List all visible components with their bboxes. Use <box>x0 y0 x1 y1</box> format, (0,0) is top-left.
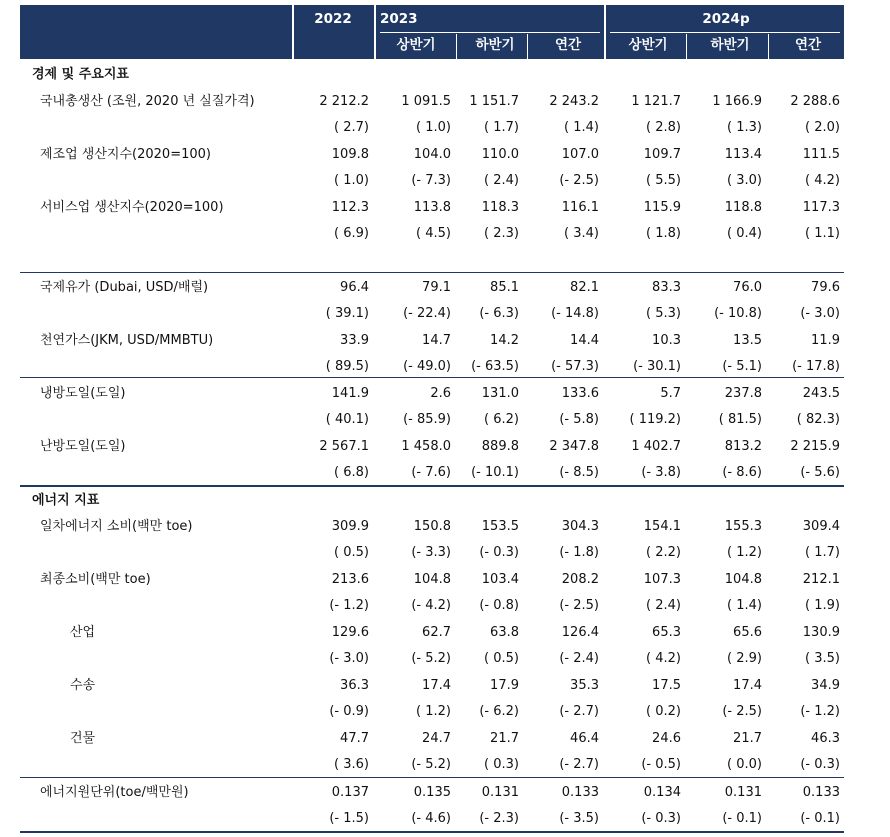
change-cell: (- 0.3) <box>800 757 840 772</box>
table-row <box>20 195 844 221</box>
value-cell: 107.3 <box>643 572 681 587</box>
value-cell: 212.1 <box>802 572 840 587</box>
table-row <box>20 328 844 354</box>
change-cell: ( 2.0) <box>805 120 840 135</box>
subheader-2024-h1: 상반기 <box>628 37 668 53</box>
value-cell: 208.2 <box>561 572 599 587</box>
header-divider <box>374 5 376 59</box>
change-cell: (- 6.3) <box>479 306 519 321</box>
change-cell: (- 1.2) <box>800 704 840 719</box>
table-row <box>20 673 844 699</box>
change-cell: (- 4.6) <box>411 811 451 826</box>
section-title: 경제 및 주요지표 <box>32 67 129 82</box>
change-cell: (- 2.4) <box>559 651 599 666</box>
value-cell: 237.8 <box>724 386 762 401</box>
change-cell: ( 1.0) <box>334 173 369 188</box>
value-cell: 2 288.6 <box>790 94 840 109</box>
value-cell: 14.7 <box>422 333 451 348</box>
value-cell: 21.7 <box>733 731 762 746</box>
change-cell: ( 1.4) <box>564 120 599 135</box>
value-cell: 96.4 <box>340 280 369 295</box>
value-cell: 133.6 <box>561 386 599 401</box>
value-cell: 243.5 <box>802 386 840 401</box>
value-cell: 115.9 <box>643 200 681 215</box>
change-cell: (- 30.1) <box>633 359 681 374</box>
change-cell: ( 2.2) <box>646 545 681 560</box>
change-row <box>20 115 844 141</box>
change-cell: (- 2.7) <box>559 757 599 772</box>
year-header-2023: 2023 <box>380 11 418 27</box>
indicator-label: 국제유가 (Dubai, USD/배럴) <box>40 280 209 295</box>
change-cell: (- 3.5) <box>559 811 599 826</box>
table-row <box>20 434 844 460</box>
table-row <box>20 89 844 115</box>
change-cell: ( 3.0) <box>727 173 762 188</box>
change-cell: (- 10.8) <box>714 306 762 321</box>
change-cell: (- 7.6) <box>411 465 451 480</box>
section-title-row <box>20 62 844 88</box>
value-cell: 118.8 <box>724 200 762 215</box>
value-cell: 889.8 <box>481 439 519 454</box>
value-cell: 0.131 <box>481 785 519 800</box>
change-cell: (- 2.5) <box>559 173 599 188</box>
table-row <box>20 620 844 646</box>
change-cell: ( 2.3) <box>484 226 519 241</box>
change-cell: (- 2.5) <box>722 704 762 719</box>
change-cell: (- 0.1) <box>722 811 762 826</box>
table-row <box>20 726 844 752</box>
change-cell: (- 0.9) <box>329 704 369 719</box>
value-cell: 113.4 <box>724 147 762 162</box>
value-cell: 17.4 <box>422 678 451 693</box>
value-cell: 155.3 <box>724 519 762 534</box>
value-cell: 103.4 <box>481 572 519 587</box>
indicator-label: 서비스업 생산지수(2020=100) <box>40 200 224 215</box>
indicator-label: 제조업 생산지수(2020=100) <box>40 147 211 162</box>
subheader-2023-h2: 하반기 <box>475 37 515 53</box>
change-cell: ( 1.7) <box>484 120 519 135</box>
value-cell: 1 402.7 <box>631 439 681 454</box>
value-cell: 1 121.7 <box>631 94 681 109</box>
change-cell: (- 2.3) <box>479 811 519 826</box>
change-row <box>20 646 844 672</box>
change-cell: ( 0.2) <box>646 704 681 719</box>
value-cell: 2 347.8 <box>549 439 599 454</box>
change-cell: ( 2.4) <box>646 598 681 613</box>
value-cell: 36.3 <box>340 678 369 693</box>
change-cell: ( 4.2) <box>805 173 840 188</box>
change-cell: ( 1.0) <box>416 120 451 135</box>
table-row <box>20 567 844 593</box>
value-cell: 104.8 <box>724 572 762 587</box>
change-cell: (- 0.5) <box>641 757 681 772</box>
change-cell: ( 1.4) <box>727 598 762 613</box>
change-cell: (- 0.3) <box>641 811 681 826</box>
value-cell: 213.6 <box>331 572 369 587</box>
change-cell: ( 0.5) <box>484 651 519 666</box>
group-divider <box>20 777 844 778</box>
table-row <box>20 780 844 806</box>
value-cell: 129.6 <box>331 625 369 640</box>
change-cell: ( 3.4) <box>564 226 599 241</box>
value-cell: 83.3 <box>652 280 681 295</box>
change-cell: (- 63.5) <box>471 359 519 374</box>
change-cell: ( 0.5) <box>334 545 369 560</box>
table-row <box>20 381 844 407</box>
value-cell: 46.4 <box>570 731 599 746</box>
change-cell: (- 8.6) <box>722 465 762 480</box>
change-cell: ( 1.2) <box>416 704 451 719</box>
change-cell: ( 3.6) <box>334 757 369 772</box>
change-cell: (- 1.2) <box>329 598 369 613</box>
value-cell: 109.8 <box>331 147 369 162</box>
change-cell: ( 0.4) <box>727 226 762 241</box>
change-cell: (- 2.7) <box>559 704 599 719</box>
value-cell: 0.135 <box>413 785 451 800</box>
change-cell: (- 5.2) <box>411 651 451 666</box>
change-cell: (- 6.2) <box>479 704 519 719</box>
value-cell: 47.7 <box>340 731 369 746</box>
value-cell: 0.133 <box>802 785 840 800</box>
value-cell: 1 458.0 <box>401 439 451 454</box>
change-cell: ( 5.5) <box>646 173 681 188</box>
header-divider <box>292 5 294 59</box>
indicator-label: 에너지원단위(toe/백만원) <box>40 785 189 800</box>
change-cell: (- 3.3) <box>411 545 451 560</box>
change-row <box>20 752 844 778</box>
change-cell: ( 2.9) <box>727 651 762 666</box>
change-cell: ( 0.3) <box>484 757 519 772</box>
header-underline-2024 <box>610 32 840 33</box>
value-cell: 304.3 <box>561 519 599 534</box>
change-cell: (- 5.6) <box>800 465 840 480</box>
change-cell: (- 0.1) <box>800 811 840 826</box>
section-title-row <box>20 488 844 514</box>
value-cell: 33.9 <box>340 333 369 348</box>
indicator-label: 최종소비(백만 toe) <box>40 572 151 587</box>
indicator-label: 건물 <box>70 731 96 746</box>
value-cell: 153.5 <box>481 519 519 534</box>
value-cell: 117.3 <box>802 200 840 215</box>
value-cell: 21.7 <box>490 731 519 746</box>
change-cell: (- 2.5) <box>559 598 599 613</box>
indicator-label: 천연가스(JKM, USD/MMBTU) <box>40 333 214 348</box>
change-cell: (- 1.8) <box>559 545 599 560</box>
header-divider <box>686 34 687 59</box>
change-cell: ( 6.9) <box>334 226 369 241</box>
change-cell: ( 2.8) <box>646 120 681 135</box>
value-cell: 14.4 <box>570 333 599 348</box>
value-cell: 107.0 <box>561 147 599 162</box>
change-cell: ( 82.3) <box>796 412 840 427</box>
subheader-2023-annual: 연간 <box>554 37 582 53</box>
value-cell: 118.3 <box>481 200 519 215</box>
value-cell: 309.4 <box>802 519 840 534</box>
section-divider <box>20 485 844 487</box>
value-cell: 813.2 <box>724 439 762 454</box>
value-cell: 35.3 <box>570 678 599 693</box>
change-cell: (- 5.1) <box>722 359 762 374</box>
change-row <box>20 460 844 486</box>
value-cell: 13.5 <box>733 333 762 348</box>
change-cell: ( 89.5) <box>325 359 369 374</box>
change-row <box>20 168 844 194</box>
change-cell: (- 85.9) <box>403 412 451 427</box>
change-cell: ( 6.8) <box>334 465 369 480</box>
value-cell: 0.137 <box>331 785 369 800</box>
change-cell: (- 10.1) <box>471 465 519 480</box>
value-cell: 14.2 <box>490 333 519 348</box>
change-row <box>20 540 844 566</box>
value-cell: 2 212.2 <box>319 94 369 109</box>
change-cell: (- 4.2) <box>411 598 451 613</box>
change-cell: (- 3.0) <box>800 306 840 321</box>
table-bottom-rule <box>20 831 844 833</box>
change-cell: (- 0.3) <box>479 545 519 560</box>
value-cell: 2 567.1 <box>319 439 369 454</box>
value-cell: 34.9 <box>811 678 840 693</box>
indicator-label: 난방도일(도일) <box>40 439 126 454</box>
value-cell: 65.3 <box>652 625 681 640</box>
value-cell: 309.9 <box>331 519 369 534</box>
change-cell: (- 22.4) <box>403 306 451 321</box>
change-cell: (- 3.8) <box>641 465 681 480</box>
indicator-label: 냉방도일(도일) <box>40 386 126 401</box>
header-underline-2023 <box>380 32 600 33</box>
change-cell: ( 3.5) <box>805 651 840 666</box>
change-cell: ( 1.2) <box>727 545 762 560</box>
change-cell: ( 2.4) <box>484 173 519 188</box>
header-divider <box>456 34 457 59</box>
change-cell: ( 119.2) <box>629 412 681 427</box>
header-divider <box>527 34 528 59</box>
change-cell: (- 7.3) <box>411 173 451 188</box>
change-cell: ( 6.2) <box>484 412 519 427</box>
value-cell: 0.134 <box>643 785 681 800</box>
change-cell: ( 1.8) <box>646 226 681 241</box>
change-row <box>20 699 844 725</box>
change-cell: ( 0.0) <box>727 757 762 772</box>
change-cell: ( 39.1) <box>325 306 369 321</box>
value-cell: 111.5 <box>802 147 840 162</box>
change-cell: ( 81.5) <box>718 412 762 427</box>
value-cell: 24.6 <box>652 731 681 746</box>
change-cell: (- 5.2) <box>411 757 451 772</box>
value-cell: 1 151.7 <box>469 94 519 109</box>
value-cell: 2 215.9 <box>790 439 840 454</box>
year-header-2022: 2022 <box>314 11 352 27</box>
change-cell: (- 8.5) <box>559 465 599 480</box>
table-row <box>20 275 844 301</box>
value-cell: 110.0 <box>481 147 519 162</box>
value-cell: 10.3 <box>652 333 681 348</box>
change-row <box>20 806 844 832</box>
value-cell: 126.4 <box>561 625 599 640</box>
subheader-2023-h1: 상반기 <box>396 37 436 53</box>
header-divider <box>768 34 769 59</box>
change-cell: (- 0.8) <box>479 598 519 613</box>
value-cell: 17.5 <box>652 678 681 693</box>
change-cell: ( 4.5) <box>416 226 451 241</box>
value-cell: 63.8 <box>490 625 519 640</box>
change-cell: ( 1.3) <box>727 120 762 135</box>
indicator-label: 국내총생산 (조원, 2020 년 실질가격) <box>40 94 255 109</box>
value-cell: 11.9 <box>811 333 840 348</box>
value-cell: 62.7 <box>422 625 451 640</box>
change-cell: (- 1.5) <box>329 811 369 826</box>
indicator-label: 수송 <box>70 678 96 693</box>
value-cell: 2 243.2 <box>549 94 599 109</box>
value-cell: 141.9 <box>331 386 369 401</box>
change-cell: ( 40.1) <box>325 412 369 427</box>
change-cell: ( 1.9) <box>805 598 840 613</box>
value-cell: 17.4 <box>733 678 762 693</box>
value-cell: 104.8 <box>413 572 451 587</box>
value-cell: 109.7 <box>643 147 681 162</box>
value-cell: 130.9 <box>802 625 840 640</box>
value-cell: 82.1 <box>570 280 599 295</box>
value-cell: 24.7 <box>422 731 451 746</box>
change-cell: ( 1.1) <box>805 226 840 241</box>
change-cell: ( 4.2) <box>646 651 681 666</box>
value-cell: 131.0 <box>481 386 519 401</box>
value-cell: 112.3 <box>331 200 369 215</box>
value-cell: 85.1 <box>490 280 519 295</box>
group-divider <box>20 377 844 378</box>
value-cell: 17.9 <box>490 678 519 693</box>
subheader-2024-annual: 연간 <box>794 37 822 53</box>
group-divider <box>20 272 844 273</box>
value-cell: 0.133 <box>561 785 599 800</box>
value-cell: 76.0 <box>733 280 762 295</box>
value-cell: 46.3 <box>811 731 840 746</box>
value-cell: 104.0 <box>413 147 451 162</box>
change-row <box>20 593 844 619</box>
change-cell: ( 5.3) <box>646 306 681 321</box>
value-cell: 154.1 <box>643 519 681 534</box>
change-cell: (- 57.3) <box>551 359 599 374</box>
value-cell: 116.1 <box>561 200 599 215</box>
value-cell: 1 091.5 <box>401 94 451 109</box>
table-row <box>20 514 844 540</box>
table-row <box>20 142 844 168</box>
change-row <box>20 301 844 327</box>
subheader-2024-h2: 하반기 <box>710 37 750 53</box>
change-cell: (- 3.0) <box>329 651 369 666</box>
value-cell: 79.1 <box>422 280 451 295</box>
change-row <box>20 407 844 433</box>
value-cell: 2.6 <box>430 386 451 401</box>
change-cell: (- 17.8) <box>792 359 840 374</box>
value-cell: 1 166.9 <box>712 94 762 109</box>
value-cell: 113.8 <box>413 200 451 215</box>
value-cell: 65.6 <box>733 625 762 640</box>
change-cell: (- 14.8) <box>551 306 599 321</box>
section-title: 에너지 지표 <box>32 493 100 508</box>
indicator-label: 산업 <box>70 625 96 640</box>
change-cell: (- 49.0) <box>403 359 451 374</box>
header-divider <box>604 5 606 59</box>
year-header-2024p: 2024p <box>702 11 750 27</box>
change-cell: (- 5.8) <box>559 412 599 427</box>
value-cell: 0.131 <box>724 785 762 800</box>
value-cell: 5.7 <box>660 386 681 401</box>
value-cell: 79.6 <box>811 280 840 295</box>
change-cell: ( 1.7) <box>805 545 840 560</box>
change-row <box>20 221 844 247</box>
value-cell: 150.8 <box>413 519 451 534</box>
change-cell: ( 2.7) <box>334 120 369 135</box>
indicator-label: 일차에너지 소비(백만 toe) <box>40 519 193 534</box>
